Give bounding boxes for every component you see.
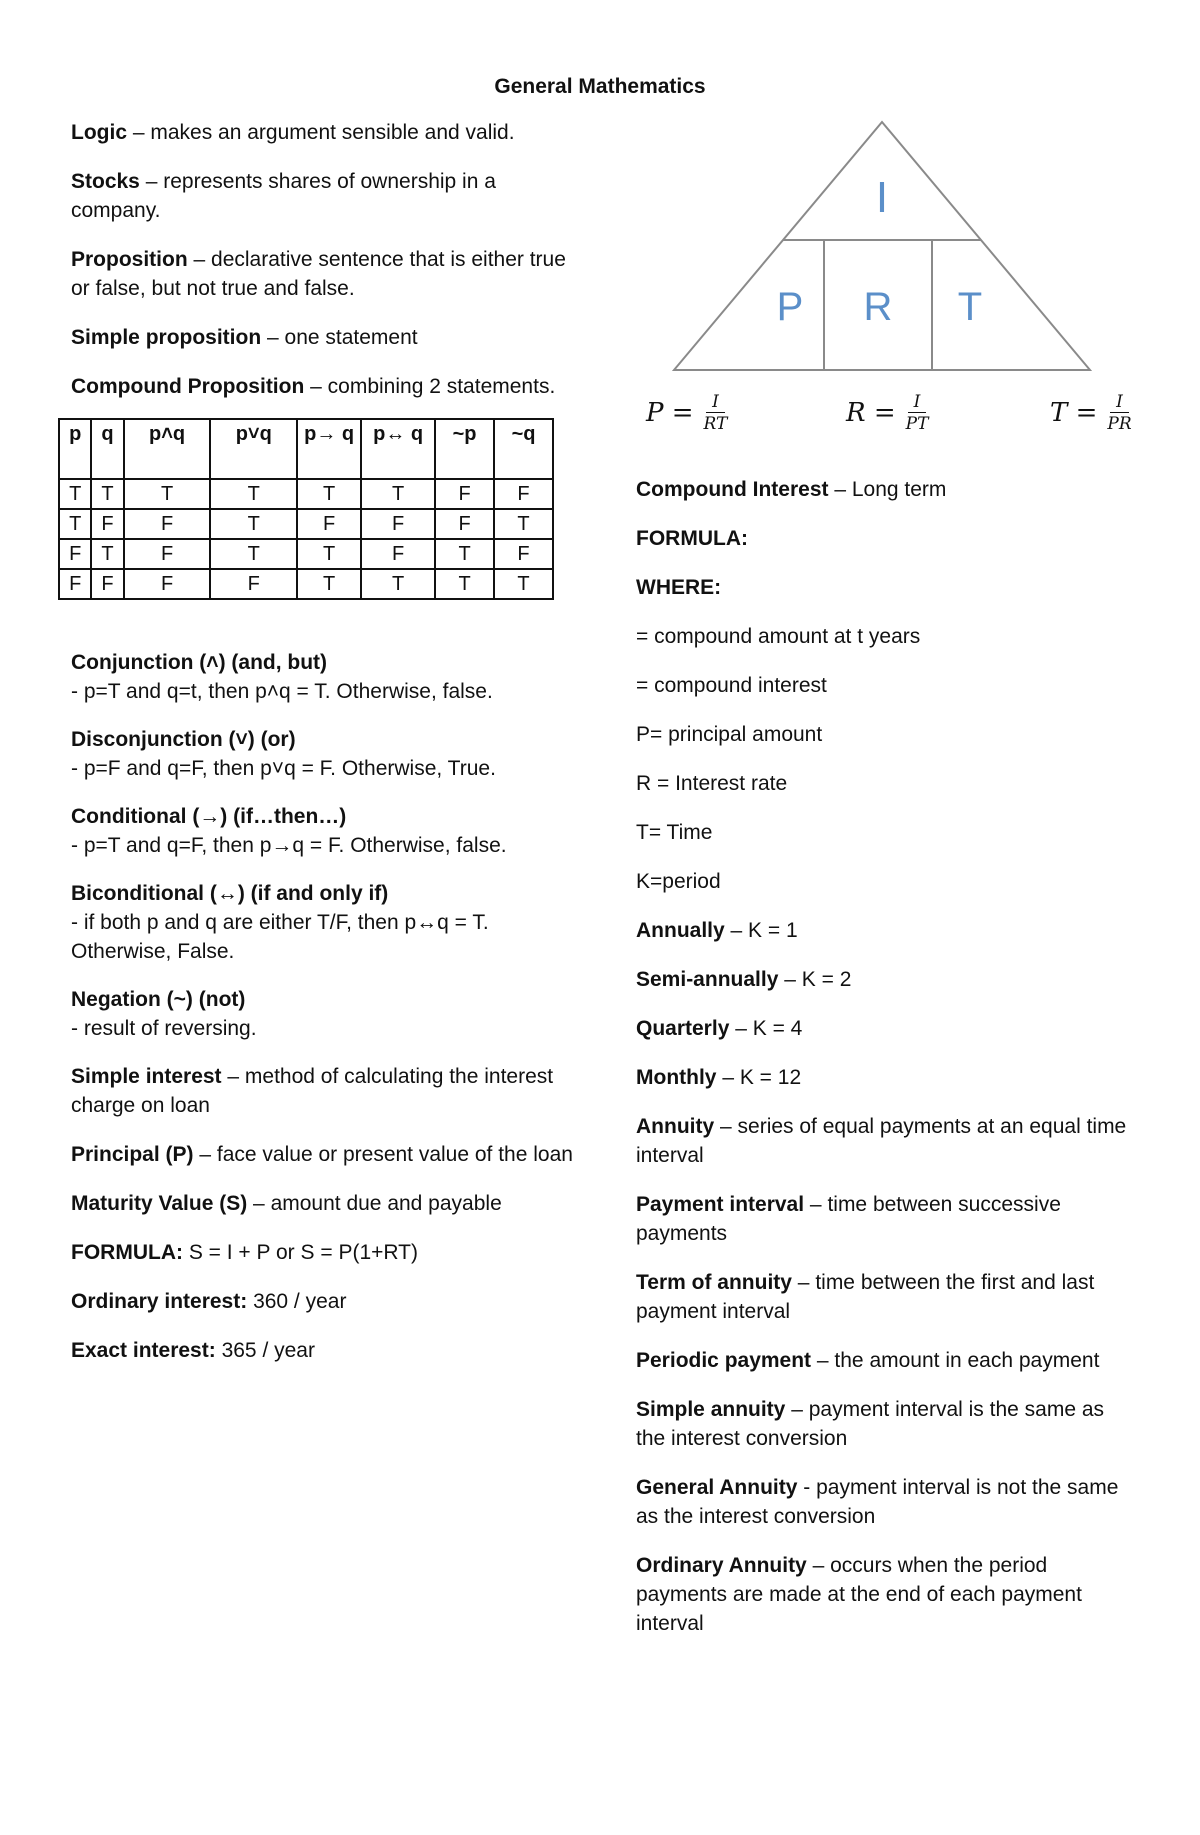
formula-principal [646,392,727,435]
table-cell: F [59,569,91,599]
simple-interest-section [71,1062,591,1385]
definition: FORMULA: [636,527,748,550]
column-header: p˄q [124,419,211,479]
table-cell: T [435,569,494,599]
table-cell: T [494,569,553,599]
table-cell: T [494,509,553,539]
column-header: ~p [435,419,494,479]
triangle-label-interest: I [875,173,889,222]
table-cell: F [361,539,435,569]
formula-rate [846,392,928,435]
triangle-outline [674,122,1090,370]
variable-definition: P= principal amount [636,723,823,746]
table-cell: T [297,569,361,599]
definition: FORMULA: S = I + P or S = P(1+RT) [71,1241,418,1264]
definition: Compound Interest – Long term [636,478,947,501]
formula-lhs: R = [846,398,896,428]
column-header: ~q [494,419,553,479]
table-cell: F [361,509,435,539]
column-header: p [59,419,91,479]
triangle-label-rate: R [863,285,893,329]
table-row [59,569,553,599]
definition: Simple annuity – payment interval is the same as the interest conversion [636,1398,1105,1450]
formula-numerator: I [1110,392,1129,413]
table-cell: F [124,509,211,539]
variable-definition: = compound amount at t years [636,625,921,648]
formula-lhs: P = [646,398,694,428]
table-header-row [59,419,553,479]
formula-time [1050,392,1132,435]
formula-numerator: I [706,392,725,413]
connective-item: Negation (~) (not) - result of reversing. [71,988,257,1040]
table-cell: T [91,539,123,569]
formula-denominator: RT [703,414,728,434]
table-cell: T [435,539,494,569]
table-cell: T [91,479,123,509]
variable-definition: T= Time [636,821,713,844]
definition: Stocks – represents shares of ownership in a company. [71,170,496,222]
definition: Principal (P) – face value or present value of the loan [71,1143,573,1166]
table-cell: F [91,509,123,539]
table-cell: T [361,479,435,509]
definition: Exact interest: 365 / year [71,1339,315,1362]
connective-item: Conditional (→) (if…then…) - p=T and q=F, then p→q = F. Otherwise, false. [71,805,507,857]
table-cell: T [361,569,435,599]
table-cell: T [210,539,297,569]
definition: Simple interest – method of calculating the interest charge on loan [71,1065,554,1117]
triangle-label-principal: P [776,285,804,329]
definition: Periodic payment – the amount in each payment [636,1349,1100,1372]
definition: Compound Proposition – combining 2 statements. [71,375,556,398]
definition: Payment interval – time between successive payments [636,1193,1061,1245]
triangle-label-time: T [957,285,983,329]
formula-denominator: PT [905,414,929,434]
truth-table [58,418,554,600]
column-header: p˅q [210,419,297,479]
variable-definition: R = Interest rate [636,772,788,795]
table-cell: F [124,569,211,599]
table-row [59,479,553,509]
table-cell: F [59,539,91,569]
definition: General Annuity - payment interval is not the same as the interest conversion [636,1476,1119,1528]
definition: Monthly – K = 12 [636,1066,802,1089]
logic-definitions [71,118,571,421]
table-cell: T [210,479,297,509]
compound-interest-section [636,475,1136,1658]
column-header: p↔ q [361,419,435,479]
connective-item: Conjunction (˄) (and, but) - p=T and q=t, then p˄q = T. Otherwise, false. [71,651,493,703]
table-cell: F [435,509,494,539]
table-cell: F [210,569,297,599]
definition: Quarterly – K = 4 [636,1017,803,1040]
page-title: General Mathematics [494,75,706,98]
definition: Semi-annually – K = 2 [636,968,852,991]
variable-definition: = compound interest [636,674,827,697]
interest-triangle-diagram [672,120,1092,376]
table-cell: F [124,539,211,569]
table-cell: T [210,509,297,539]
definition: Maturity Value (S) – amount due and payable [71,1192,502,1215]
table-row [59,509,553,539]
table-cell: F [297,509,361,539]
column-header: p→ q [297,419,361,479]
formula-lhs: T = [1050,398,1098,428]
column-header: q [91,419,123,479]
formula-numerator: I [908,392,927,413]
definition: Ordinary Annuity – occurs when the period payments are made at the end of each payment interval [636,1554,1082,1635]
definition: WHERE: [636,576,722,599]
connective-item: Disconjunction (˅) (or) - p=F and q=F, then p˅q = F. Otherwise, True. [71,728,496,780]
formula-denominator: PR [1107,414,1132,434]
definition: Logic – makes an argument sensible and valid. [71,121,515,144]
table-cell: F [494,479,553,509]
definition: Proposition – declarative sentence that is either true or false, but not true and false. [71,248,566,300]
table-cell: T [59,479,91,509]
table-cell: F [91,569,123,599]
table-cell: F [494,539,553,569]
definition: Annually – K = 1 [636,919,798,942]
table-cell: T [297,539,361,569]
definition: Simple proposition – one statement [71,326,418,349]
connectives-section [71,648,571,1062]
table-cell: T [297,479,361,509]
connective-item: Biconditional (↔) (if and only if) - if both p and q are either T/F, then p↔q = T. Otherwise, False. [71,882,489,963]
table-row [59,539,553,569]
table-cell: T [59,509,91,539]
definition: Ordinary interest: 360 / year [71,1290,347,1313]
table-cell: F [435,479,494,509]
variable-definition: K=period [636,870,721,893]
table-cell: T [124,479,211,509]
derived-formulas [640,392,1140,452]
definition: Annuity – series of equal payments at an equal time interval [636,1115,1127,1167]
definition: Term of annuity – time between the first and last payment interval [636,1271,1095,1323]
